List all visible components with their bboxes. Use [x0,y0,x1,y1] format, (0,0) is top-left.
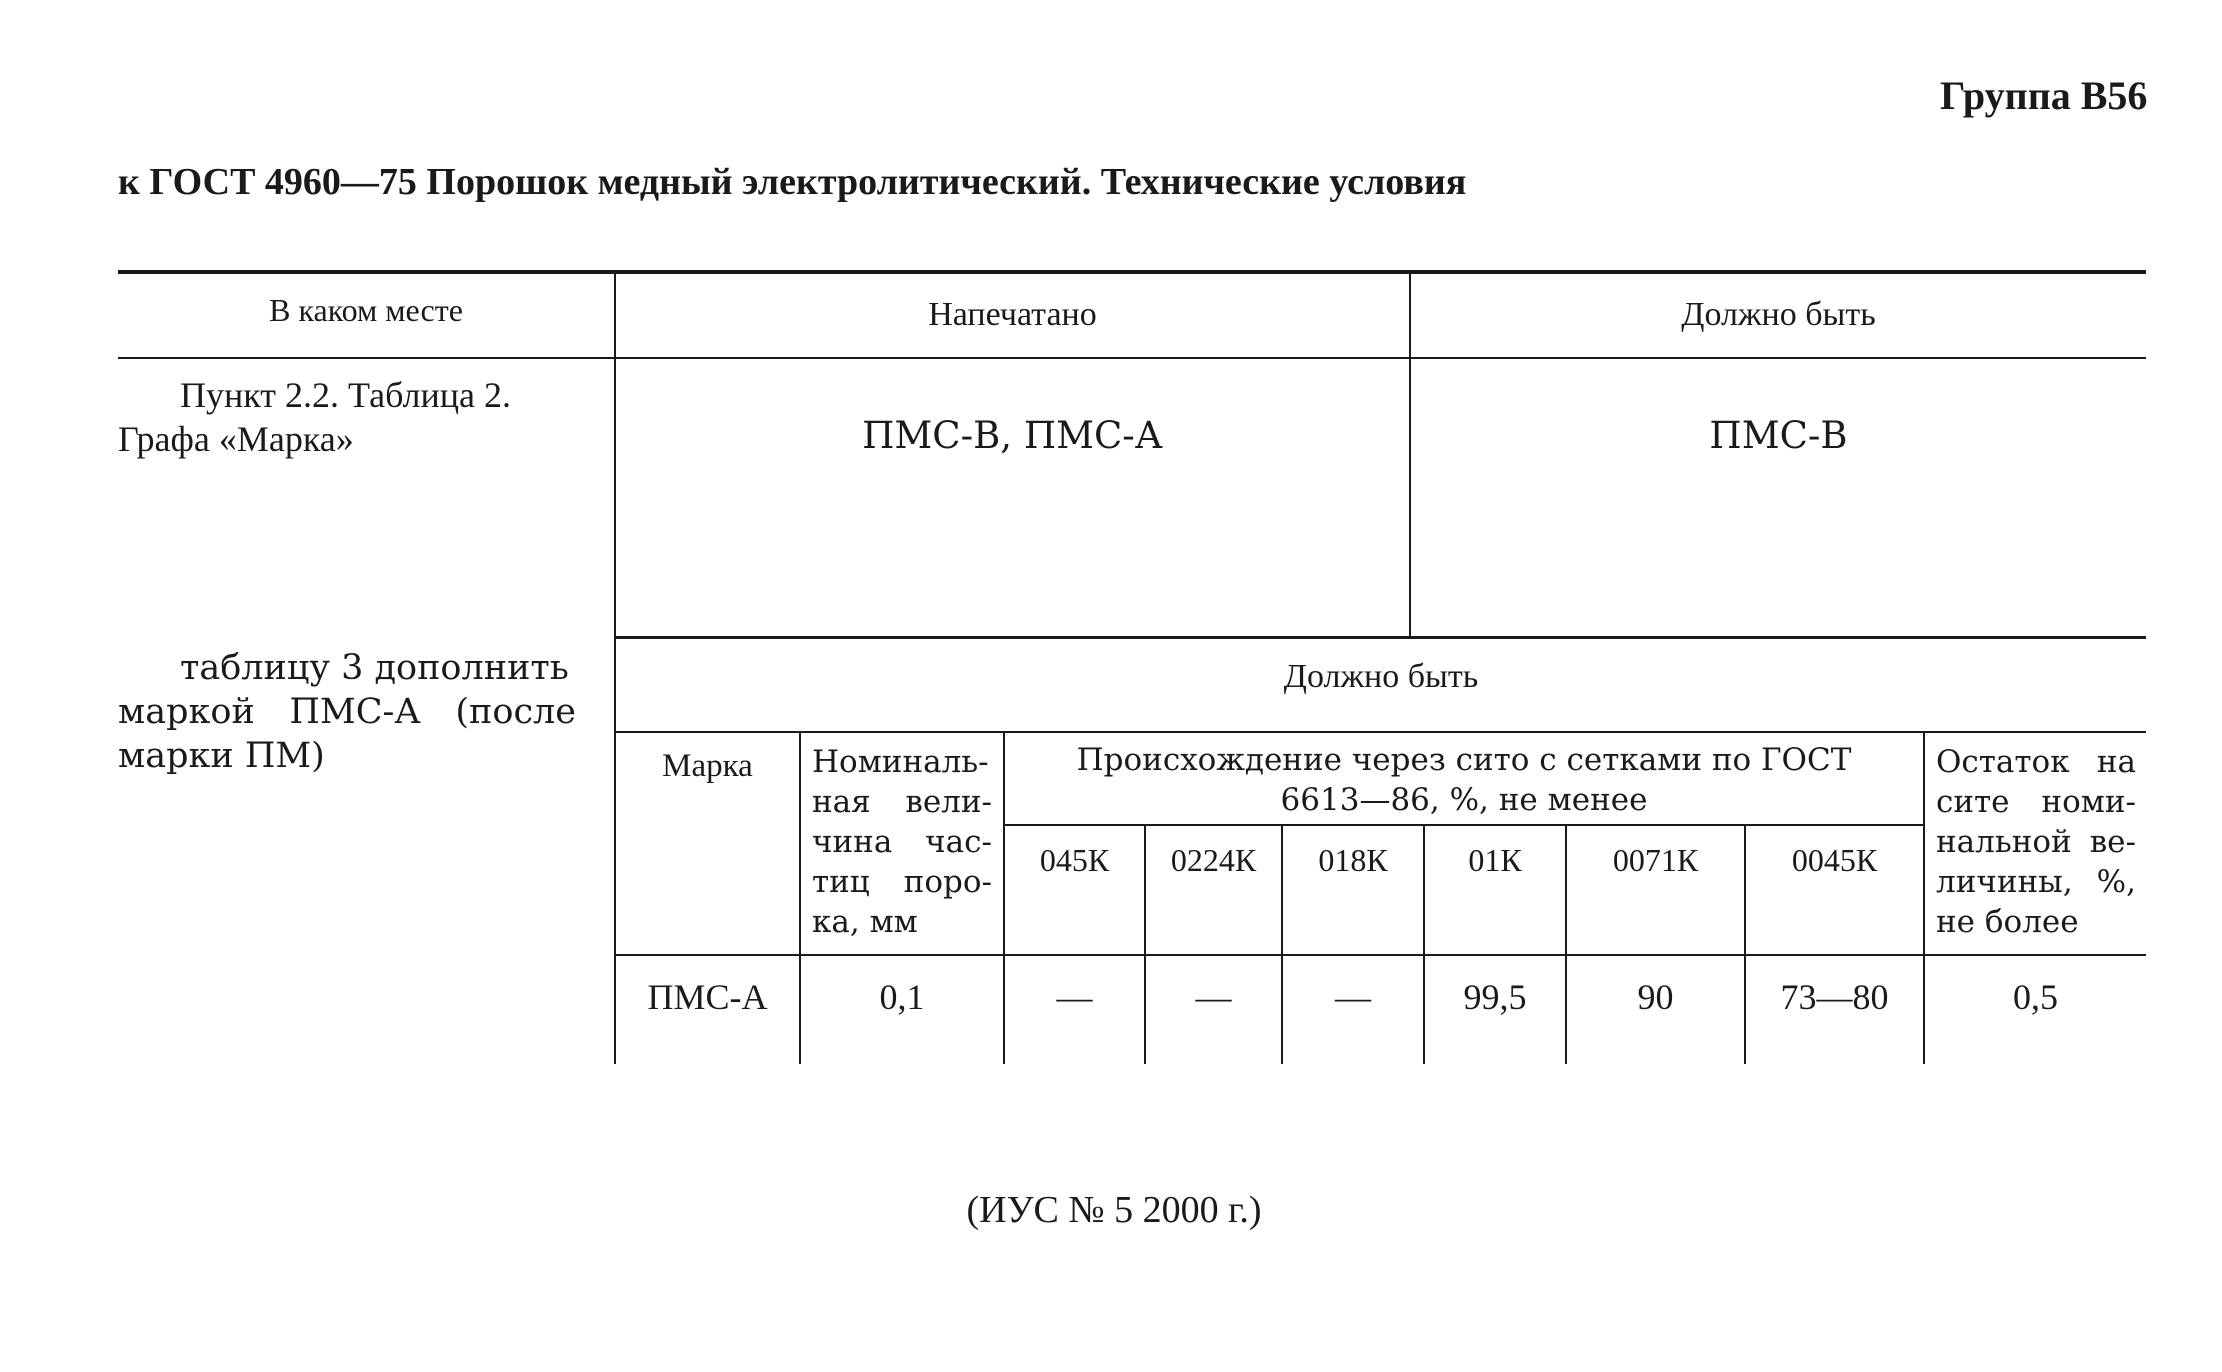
sieve-header-0224k: 0224К [1170,842,1257,878]
data-nominal: 0,1 [879,977,925,1017]
rest-line-1: Остаток на [1936,744,2136,780]
subheader-mark: Марка [662,748,753,784]
nominal-line-4: тиц поро- [812,864,992,900]
row2-should-header: Должно быть [1283,658,1479,695]
sieve-header-0045k: 0045К [1791,842,1878,878]
sieve-header-rule [1003,824,1923,826]
header-should: Должно быть [1681,296,1876,333]
sieve-header-0071k: 0071К [1612,842,1699,878]
row1-printed: ПМС-В, ПМС-А [862,414,1163,457]
nominal-line-5: ка, мм [812,904,918,940]
data-mark: ПМС-А [647,977,768,1017]
table-top-rule [118,270,2146,274]
data-sieve-0071k: 90 [1637,977,1674,1017]
sieve-header-018k: 018К [1318,842,1388,878]
data-rest: 0,5 [2013,977,2058,1017]
document-title: к ГОСТ 4960—75 Порошок медный электролитический. Технические условия [118,161,1467,203]
header-where: В каком месте [269,292,463,328]
header-printed: Напечатано [928,296,1097,333]
data-sieve-045k: — [1056,977,1093,1017]
data-sieve-0224k: — [1195,977,1232,1017]
nominal-line-1: Номиналь- [812,744,989,780]
rest-line-3: нальной ве- [1936,824,2136,860]
sieve-header-01k: 01К [1468,842,1522,878]
row1-where-line2: Графа «Марка» [118,419,354,459]
subheader-rest [1936,742,2136,942]
subheader-passage-line2: 6613—86, %, не менее [1280,782,1648,818]
subheader-passage-line1: Происхождение через сито с сетками по ГОСТ [1076,742,1852,778]
nominal-line-2: ная вели- [812,784,992,820]
data-sieve-018k: — [1335,977,1371,1017]
rest-line-4: личины, %, [1936,864,2136,900]
data-sieve-01k: 99,5 [1463,977,1527,1017]
row2-where-line1: таблицу 3 дополнить [180,648,569,688]
sieve-header-045k: 045К [1039,842,1110,878]
group-label: Группа В56 [1940,73,2148,118]
rest-line-2: сите номи- [1936,784,2136,820]
header-bottom-rule [118,357,2146,359]
nominal-line-3: чина час- [812,824,992,860]
subheader-nominal [812,742,992,942]
row1-should: ПМС-В [1709,414,1848,457]
footer-ius: (ИУС № 5 2000 г.) [966,1189,1262,1231]
row2-where-line2: маркой ПМС-А (после [118,692,576,732]
subheader-bottom-rule [614,954,2146,956]
should-header-rule [614,731,2146,733]
row2-where-line3: марки ПМ) [118,736,325,776]
row1-where-line1: Пункт 2.2. Таблица 2. [180,375,511,415]
data-sieve-0045k: 73—80 [1780,977,1889,1017]
row1-bottom-rule [614,636,2146,639]
rest-line-5: не более [1936,904,2079,940]
